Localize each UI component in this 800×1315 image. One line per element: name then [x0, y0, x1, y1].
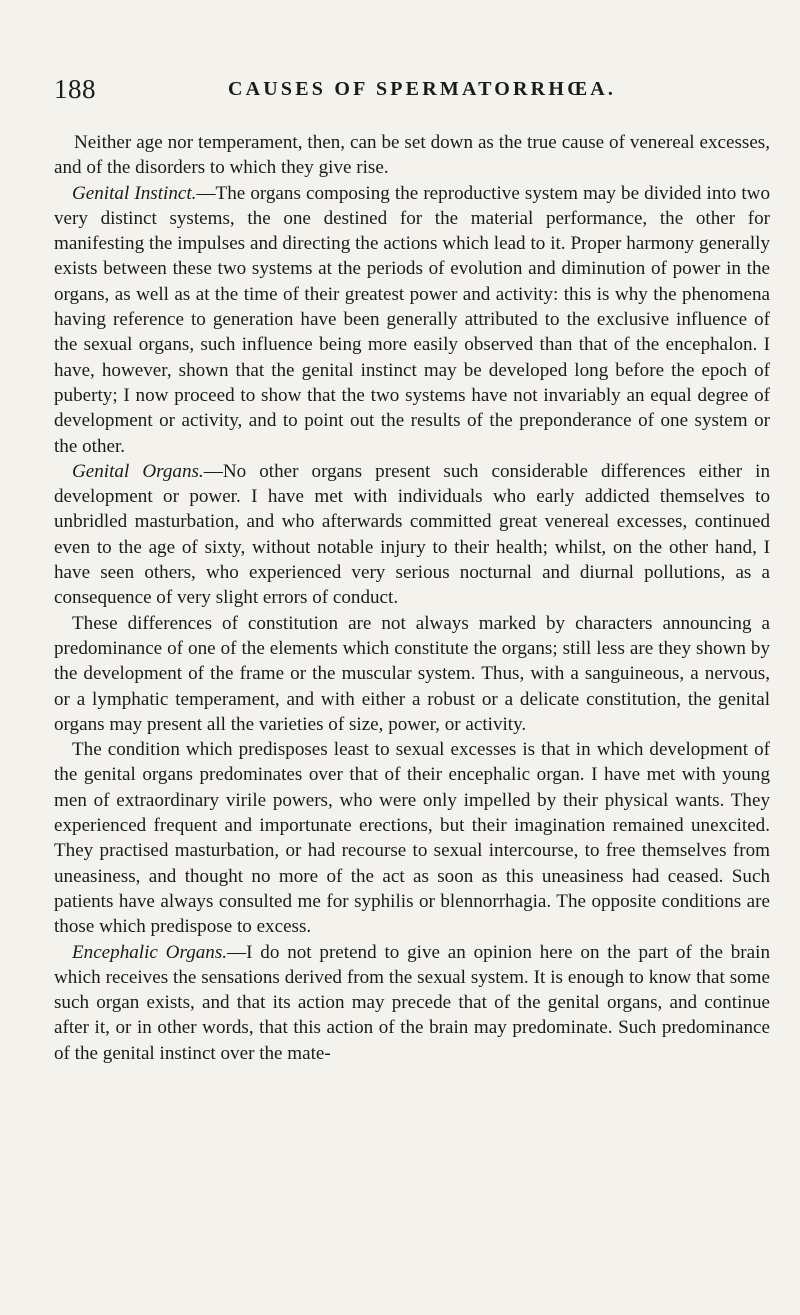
paragraph-genital-instinct	[54, 181, 770, 459]
running-head: CAUSES OF SPERMATORRHŒA.	[228, 78, 617, 100]
paragraph-constitution	[54, 611, 770, 737]
paragraph-predisposing-condition	[54, 737, 770, 939]
paragraph-text: These differences of constitution are not always marked by characters announcing a predominance of one of the elements which constitute the organs; still less are they shown by the development of the frame or the muscular system. Thus, with a sanguineous, a nervous, or a lymphatic temperament, and with either a robust or a delicate constitution, the genital organs may present all the varieties of size, power, or activity.	[54, 612, 770, 735]
section-heading-genital-organs: Genital Organs.	[72, 460, 204, 482]
section-heading-genital-instinct: Genital Instinct.	[72, 182, 197, 204]
section-heading-encephalic-organs: Encephalic Organs.	[72, 941, 228, 963]
body-text	[54, 130, 770, 1066]
paragraph-text: —No other organs present such considerable differences either in development or power. I have met with individuals who early addicted themselves to unbridled masturbation, and who afterwards committed great venereal excesses, continued even to the age of sixty, without notable injury to their health; whilst, on the other hand, I have seen others, who experienced very serious nocturnal and diurnal pollutions, as a consequence of very slight errors of conduct.	[54, 460, 770, 609]
paragraph-text: —I do not pretend to give an opinion here on the part of the brain which receives the sensations derived from the sexual system. It is enough to know that some such organ exists, and that its action may precede that of the genital organs, and continue after it, or in other words, that this action of the brain may predominate. Such predominance of the genital instinct over the mate-	[54, 941, 770, 1064]
paragraph-text: —The organs composing the reproductive system may be divided into two very distinct systems, the one destined for the material performance, the other for manifesting the impulses and directing the actions which lead to it. Proper harmony generally exists between these two systems at the periods of evolution and diminution of power in the organs, as well as at the time of their greatest power and activity: this is why the phenomena having reference to generation have been generally attributed to the exclusive influence of the sexual organs, such influence being more easily observed than that of the encephalon. I have, however, shown that the genital instinct may be developed long before the epoch of puberty; I now proceed to show that the two systems have not invariably an equal degree of development or activity, and to point out the results of the preponderance of one system or the other.	[54, 182, 771, 457]
paragraph-text: Neither age nor temperament, then, can be set down as the true cause of venereal excesses, and of the disorders to which they give rise.	[54, 132, 770, 179]
paragraph-genital-organs	[54, 459, 770, 611]
paragraph-text: The condition which predisposes least to sexual excesses is that in which development of the genital organs predominates over that of their encephalic organ. I have met with young men of extraordinary virile powers, who were only impelled by their physical wants. They experienced frequent and importunate erections, but their imagination remained unexcited. They practised masturbation, or had recourse to sexual intercourse, to free themselves from uneasiness, and thought no more of the act as soon as this uneasiness had ceased. Such patients have always consulted me for syphilis or blennorrhagia. The opposite conditions are those which predispose to excess.	[54, 739, 770, 938]
page-number: 188	[54, 74, 96, 104]
paragraph-encephalic-organs	[54, 940, 770, 1066]
page-header	[54, 74, 770, 108]
paragraph-intro	[54, 130, 770, 181]
